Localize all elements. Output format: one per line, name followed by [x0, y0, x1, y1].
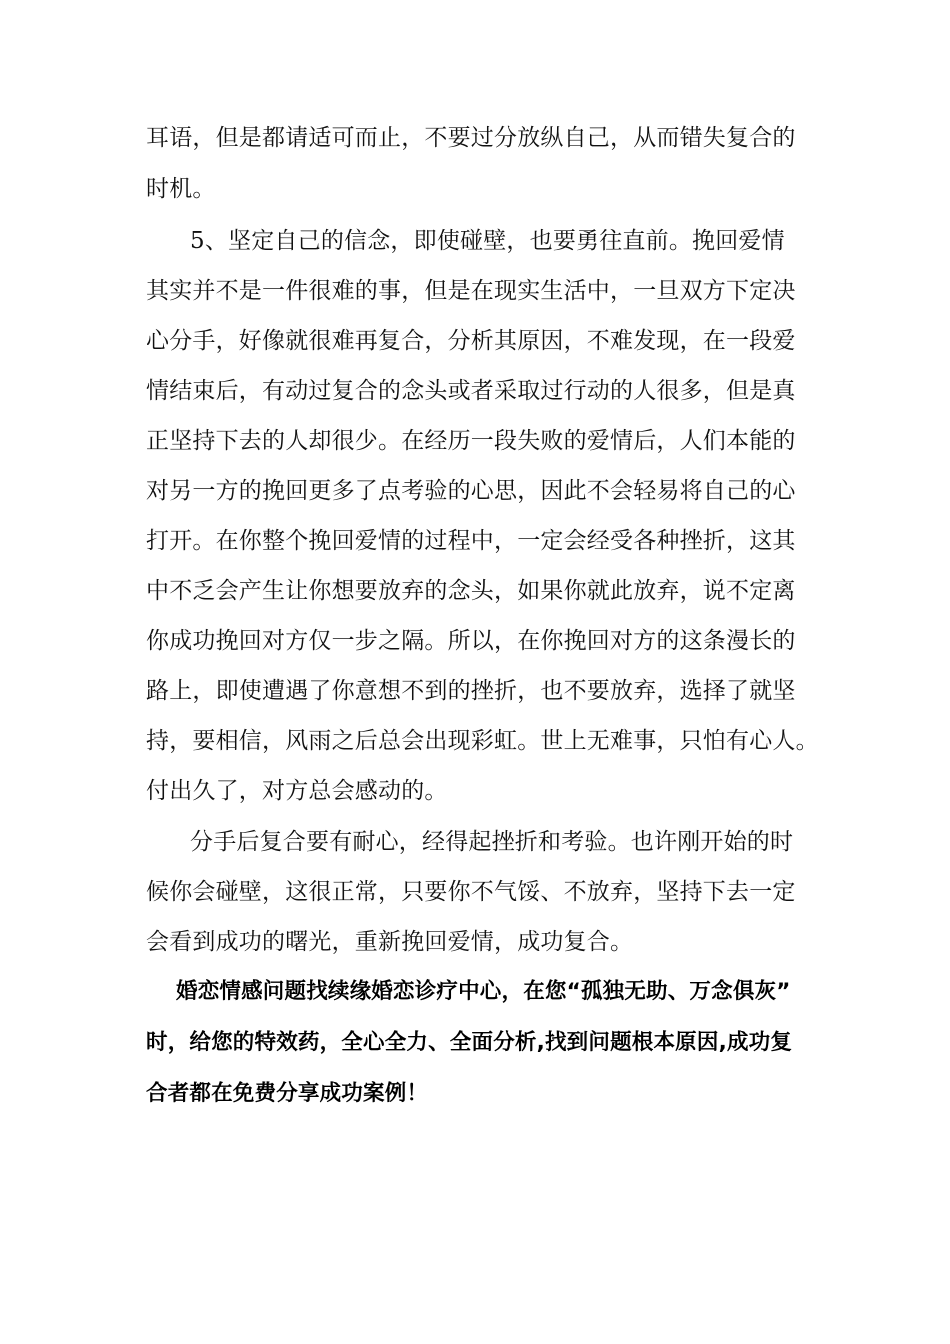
paragraph-line: 心分手，好像就很难再复合，分析其原因，不难发现，在一段爱 [146, 328, 796, 354]
paragraph-line: 情结束后，有动过复合的念头或者采取过行动的人很多，但是真 [146, 378, 796, 404]
promo-line: 合者都在免费分享成功案例！ [146, 1081, 429, 1106]
paragraph-line: 路上，即使遭遇了你意想不到的挫折，也不要放弃，选择了就坚 [146, 678, 796, 704]
paragraph-line: 其实并不是一件很难的事，但是在现实生活中，一旦双方下定决 [146, 278, 796, 304]
paragraph-line: 对另一方的挽回更多了点考验的心思，因此不会轻易将自己的心 [146, 478, 796, 504]
paragraph-line: 5、坚定自己的信念，即使碰壁，也要勇往直前。挽回爱情 [190, 228, 785, 254]
paragraph-line: 付出久了，对方总会感动的。 [146, 778, 448, 804]
paragraph-line: 耳语，但是都请适可而止，不要过分放纵自己，从而错失复合的 [146, 125, 796, 151]
paragraph-line: 会看到成功的曙光，重新挽回爱情，成功复合。 [146, 929, 634, 955]
promo-line: 时，给您的特效药，全心全力、全面分析,找到问题根本原因,成功复 [146, 1030, 793, 1055]
paragraph-line: 中不乏会产生让你想要放弃的念头，如果你就此放弃，说不定离 [146, 578, 796, 604]
paragraph-line: 候你会碰壁，这很正常，只要你不气馁、不放弃，坚持下去一定 [146, 879, 796, 905]
paragraph-line: 时机。 [146, 176, 216, 202]
paragraph-line: 正坚持下去的人却很少。在经历一段失败的爱情后，人们本能的 [146, 428, 796, 454]
paragraph-line: 持，要相信，风雨之后总会出现彩虹。世上无难事，只怕有心人。 [146, 728, 819, 754]
paragraph-line: 打开。在你整个挽回爱情的过程中，一定会经受各种挫折，这其 [146, 528, 796, 554]
promo-line: 婚恋情感问题找续缘婚恋诊疗中心，在您“孤独无助、万念俱灰” [176, 979, 791, 1004]
paragraph-line: 分手后复合要有耐心，经得起挫折和考验。也许刚开始的时 [190, 829, 794, 855]
paragraph-line: 你成功挽回对方仅一步之隔。所以，在你挽回对方的这条漫长的 [146, 628, 796, 654]
